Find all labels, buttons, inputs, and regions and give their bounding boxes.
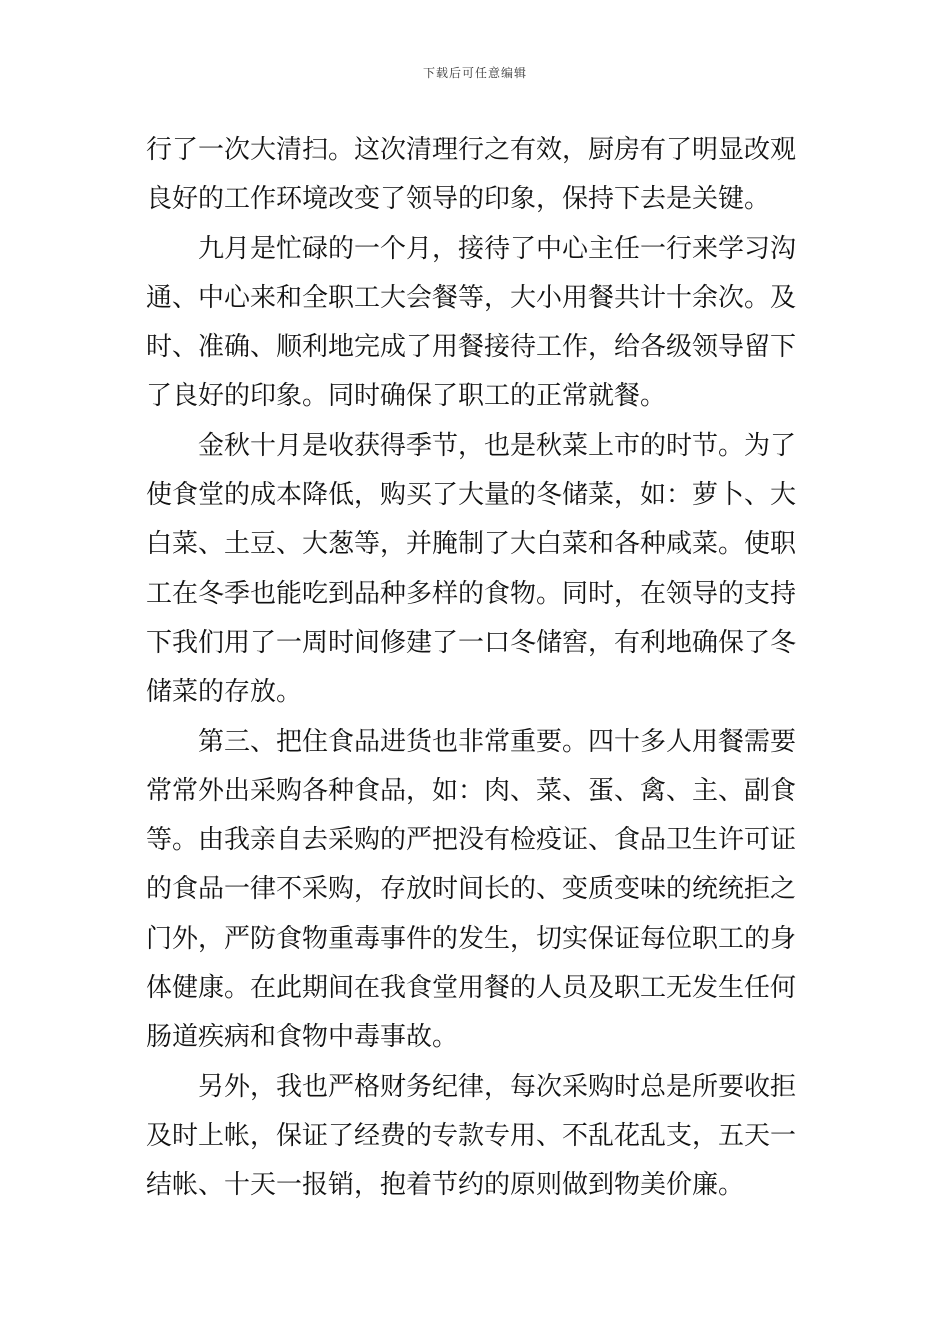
- text-line-11: 下我们用了一周时间修建了一口冬储窖，有利地确保了冬: [146, 627, 797, 658]
- text-line-19: 肠道疾病和食物中毒事故。: [146, 1022, 459, 1053]
- text-line-9: 白菜、土豆、大葱等，并腌制了大白菜和各种咸菜。使职: [146, 529, 797, 560]
- text-line-12: 储菜的存放。: [146, 677, 303, 708]
- text-line-21: 及时上帐，保证了经费的专款专用、不乱花乱支，五天一: [146, 1120, 797, 1151]
- text-line-16: 的食品一律不采购，存放时间长的、变质变味的统统拒之: [146, 874, 797, 905]
- text-line-10: 工在冬季也能吃到品种多样的食物。同时，在领导的支持: [146, 578, 797, 609]
- text-line-2: 良好的工作环境改变了领导的印象，保持下去是关键。: [146, 184, 771, 215]
- text-line-7: 金秋十月是收获得季节，也是秋菜上市的时节。为了: [198, 430, 797, 461]
- text-line-17: 门外，严防食物重毒事件的发生，切实保证每位职工的身: [146, 923, 797, 954]
- page-header: 下载后可任意编辑: [422, 66, 527, 80]
- text-line-13: 第三、把住食品进货也非常重要。四十多人用餐需要: [198, 726, 797, 757]
- text-line-15: 等。由我亲自去采购的严把没有检疫证、食品卫生许可证: [146, 825, 797, 856]
- text-line-6: 了良好的印象。同时确保了职工的正常就餐。: [146, 381, 667, 412]
- text-line-4: 通、中心来和全职工大会餐等，大小用餐共计十余次。及: [146, 282, 797, 313]
- document-body: [146, 126, 811, 1211]
- text-line-20: 另外，我也严格财务纪律，每次采购时总是所要收拒: [198, 1071, 797, 1102]
- text-line-1: 行了一次大清扫。这次清理行之有效，厨房有了明显改观: [146, 135, 797, 165]
- text-line-3: 九月是忙碌的一个月，接待了中心主任一行来学习沟: [198, 233, 797, 264]
- text-line-22: 结帐、十天一报销，抱着节约的原则做到物美价廉。: [146, 1170, 745, 1201]
- text-line-18: 体健康。在此期间在我食堂用餐的人员及职工无发生任何: [146, 973, 797, 1004]
- text-line-8: 使食堂的成本降低，购买了大量的冬储菜，如：萝卜、大: [146, 480, 797, 511]
- text-line-14: 常常外出采购各种食品，如：肉、菜、蛋、禽、主、副食: [146, 775, 797, 806]
- text-line-5: 时、准确、顺利地完成了用餐接待工作，给各级领导留下: [146, 332, 797, 363]
